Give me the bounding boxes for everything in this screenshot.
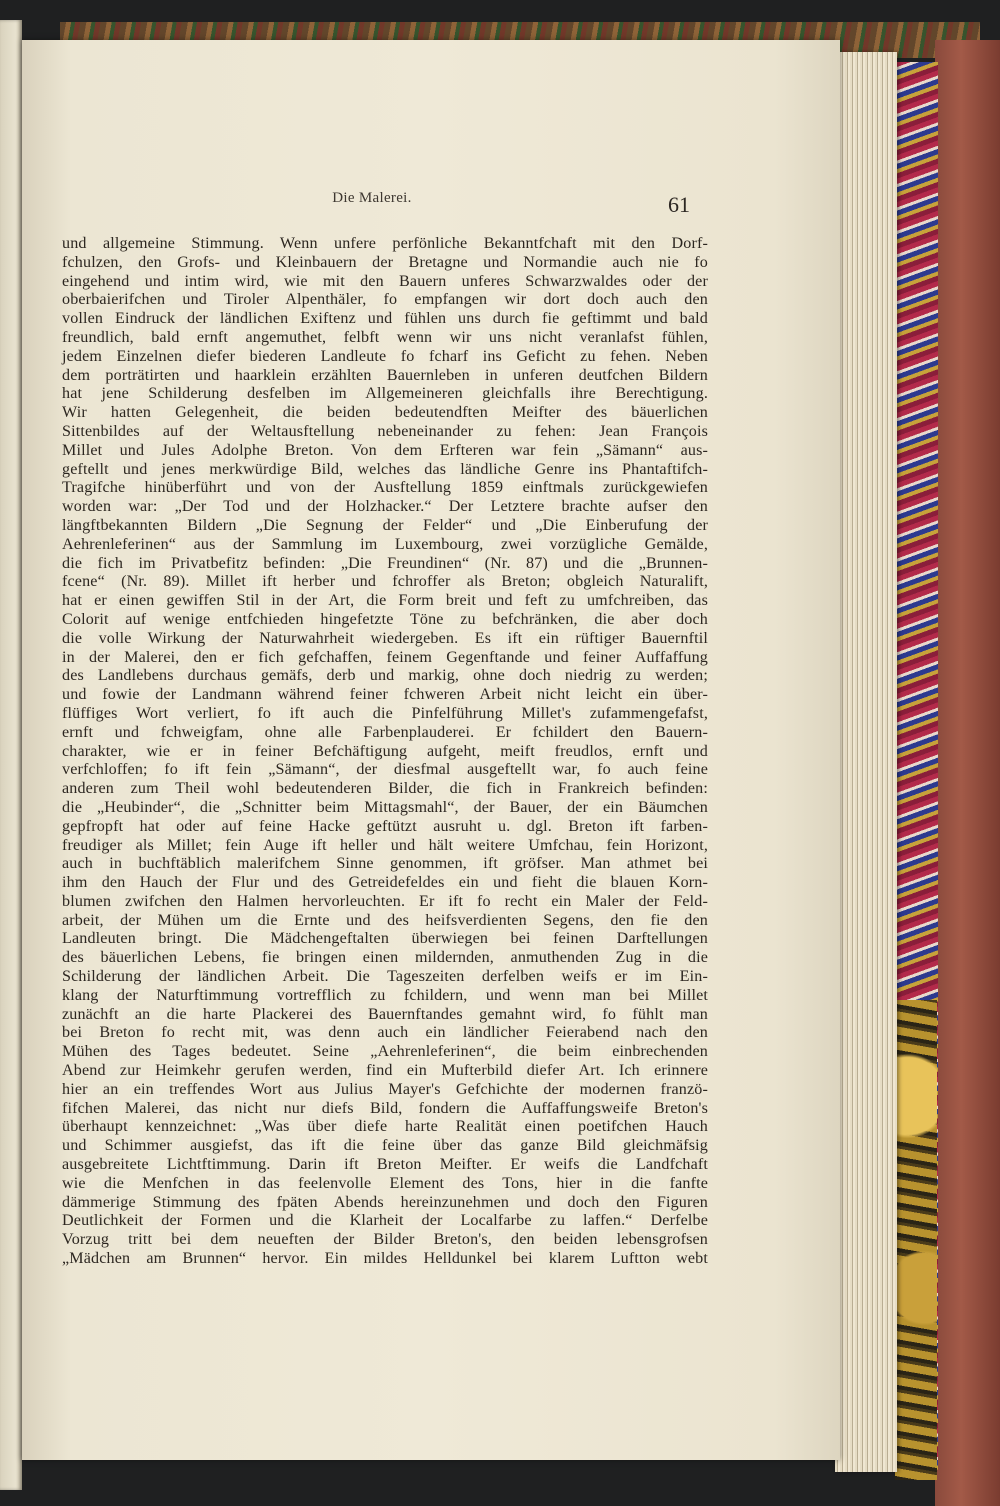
text-line: gepfropft hat oder auf feine Hacke geftützt ausruht u. dgl. Breton ift farben-	[62, 817, 708, 835]
body-text	[62, 235, 708, 1269]
text-line: fchulzen, den Grofs- und Kleinbauern der Bretagne und Normandie auch nie fo	[62, 253, 708, 271]
text-line: Schilderung der ländlichen Arbeit. Die Tageszeiten derfelben weifs er im Ein-	[62, 968, 708, 986]
text-line: Vorzug tritt bei dem neueften der Bilder Breton's, den beiden lebensgrofsen	[62, 1231, 708, 1249]
text-line: auch in buchftäblich malerifchem Sinne genommen, ift gröfser. Man athmet bei	[62, 855, 708, 873]
text-line: Landleuten bringt. Die Mädchengeftalten überwiegen bei feinen Darftellungen	[62, 930, 708, 948]
text-line: Deutlichkeit der Formen und die Klarheit der Localfarbe zu laffen.“ Derfelbe	[62, 1212, 708, 1230]
text-line: blumen zwifchen den Halmen hervorleuchten. Er ift fo recht ein Maler der Feld-	[62, 892, 708, 910]
text-line: fifchen Malerei, das nicht nur diefs Bild, fondern die Auffaffungsweife Breton's	[62, 1099, 708, 1117]
page-number: 61	[668, 192, 690, 217]
cover-board-right	[935, 40, 1000, 1506]
text-line: die volle Wirkung der Naturwahrheit wiedergeben. Es ift ein rüftiger Bauernftil	[62, 629, 708, 647]
text-line: zunächft an die harte Plackerei des Bauernftandes gemahnt wird, fo fühlt man	[62, 1005, 708, 1023]
text-line: dämmerige Stimmung des fpäten Abends hereinzunehmen und doch den Figuren	[62, 1193, 708, 1211]
text-line: und allgemeine Stimmung. Wenn unfere perfönliche Bekanntfchaft mit den Dorf-	[62, 235, 708, 252]
text-line: geftellt und jenes merkwürdige Bild, welches das ländliche Genre ins Phantaftifch-	[62, 460, 708, 478]
text-line: Tragifche hinüberführt und von der Ausftellung 1859 einftmals zurückgewiefen	[62, 479, 708, 497]
text-line: Millet und Jules Adolphe Breton. Von dem Erfteren war fein „Sämann“ aus-	[62, 441, 708, 459]
text-line: Aehrenleferinen“ aus der Sammlung im Luxembourg, zwei vorzügliche Gemälde,	[62, 535, 708, 553]
text-line: Wir hatten Gelegenheit, die beiden bedeutendften Meifter des bäuerlichen	[62, 404, 708, 422]
text-line: flüffiges Wort verliert, fo ift auch die Pinfelführung Millet's zufammengefafst,	[62, 704, 708, 722]
text-line: Abend zur Heimkehr gerufen werden, find ein Mufterbild diefer Art. Ich erinnere	[62, 1062, 708, 1080]
text-line: bei Breton fo recht mit, was denn auch ein ländlicher Feierabend nach den	[62, 1024, 708, 1042]
text-line: des bäuerlichen Lebens, fie bringen einen mildernden, anmuthenden Zug in die	[62, 949, 708, 967]
text-line: und fowie der Landmann während feiner fchweren Arbeit nicht leicht ein über-	[62, 686, 708, 704]
text-line: längftbekannten Bildern „Die Segnung der Felder“ und „Die Einberufung der	[62, 516, 708, 534]
text-line: vollen Eindruck der ländlichen Exiftenz und fühlen uns durch fie geftimmt und bald	[62, 310, 708, 328]
text-line: freudiger als Millet; fein Auge ift heller und hält weitere Umfchau, fein Horizont,	[62, 836, 708, 854]
book-page	[22, 40, 840, 1460]
text-line: dem porträtirten und haarklein erzählten Bauernleben in unferen deutfchen Bildern	[62, 366, 708, 384]
text-line: ausgebreitete Lichtftimmung. Darin ift Breton Meifter. Er weifs die Landfchaft	[62, 1156, 708, 1174]
text-line: Mühen des Tages bedeutet. Seine „Aehrenleferinen“, die beim einbrechenden	[62, 1043, 708, 1061]
text-line: die „Heubinder“, die „Schnitter beim Mittagsmahl“, der Bauer, der ein Bäumchen	[62, 798, 708, 816]
running-head: Die Malerei.	[332, 190, 412, 206]
text-line: fcene“ (Nr. 89). Millet ift herber und fchroffer als Breton; obgleich Naturalift,	[62, 573, 708, 591]
text-line: Sittenbildes auf der Weltausftellung nebeneinander zu fehen: Jean François	[62, 422, 708, 440]
text-line: in der Malerei, den er fich gefchaffen, feinem Gegenftande und feiner Auffaffung	[62, 648, 708, 666]
text-line: hat jene Schilderung desfelben im Allgemeineren gleichfalls ihre Berechtigung.	[62, 385, 708, 403]
text-line: des Landlebens durchaus gemäfs, derb und markig, ohne doch niedrig zu werden;	[62, 667, 708, 685]
text-line: Colorit auf wenige entfchieden hingefetzte Töne zu befchränken, die aber doch	[62, 610, 708, 628]
text-line: ihm den Hauch der Flur und des Getreidefeldes ein und fieht die blauen Korn-	[62, 874, 708, 892]
text-line: eingehend und intim wird, wie mit den Bauern unferes Schwarzwaldes oder der	[62, 272, 708, 290]
text-line: hier an ein treffendes Wort aus Julius Mayer's Gefchichte der modernen franzö-	[62, 1080, 708, 1098]
text-line: überhaupt kennzeichnet: „Was über diefe harte Realität einen poetifchen Hauch	[62, 1118, 708, 1136]
text-line: wie die Menfchen in das feelenvolle Element des Tons, hier in die fanfte	[62, 1174, 708, 1192]
text-line: hat er einen gewiffen Stil in der Art, die Form breit und feft zu umfchreiben, das	[62, 592, 708, 610]
text-line: oberbaierifchen und Tiroler Alpenthäler, fo empfangen wir dort doch auch den	[62, 291, 708, 309]
text-line: und Schimmer ausgiefst, das ift die feine über das ganze Bild gleichmäfsig	[62, 1137, 708, 1155]
text-line: arbeit, der Mühen um die Ernte und des heifsverdienten Segens, den fie den	[62, 911, 708, 929]
left-page-edge	[0, 20, 22, 1490]
text-line: die fich im Privatbefitz befinden: „Die Freundinen“ (Nr. 87) und die „Brunnen-	[62, 554, 708, 572]
text-line: charakter, wie er in feiner Befchäftigung aufgeht, meift freudlos, ernft und	[62, 742, 708, 760]
text-line: „Mädchen am Brunnen“ hervor. Ein mildes Helldunkel bei klarem Luftton webt	[62, 1250, 708, 1268]
page-edges	[835, 52, 897, 1472]
text-line: klang der Naturftimmung vortrefflich zu fchildern, und wenn man bei Millet	[62, 986, 708, 1004]
text-line: anderen zum Theil wohl bedeutenderen Bilder, die fich in Frankreich befinden:	[62, 780, 708, 798]
text-line: worden war: „Der Tod und der Holzhacker.“ Der Letztere brachte aufser den	[62, 498, 708, 516]
text-line: ernft und fchweigfam, ohne alle Farbenplauderei. Er fchildert den Bauern-	[62, 723, 708, 741]
text-line: freundlich, bald ernft angemuthet, felbft wenn wir uns nicht veranlafst fühlen,	[62, 328, 708, 346]
text-line: jedem Einzelnen diefer biederen Landleute fo fcharf ins Geficht zu fehen. Neben	[62, 347, 708, 365]
marbled-endpaper-lower	[895, 1000, 937, 1480]
text-line: verfchloffen; fo ift fein „Sämann“, der diesfmal ausgeftellt war, fo auch feine	[62, 761, 708, 779]
